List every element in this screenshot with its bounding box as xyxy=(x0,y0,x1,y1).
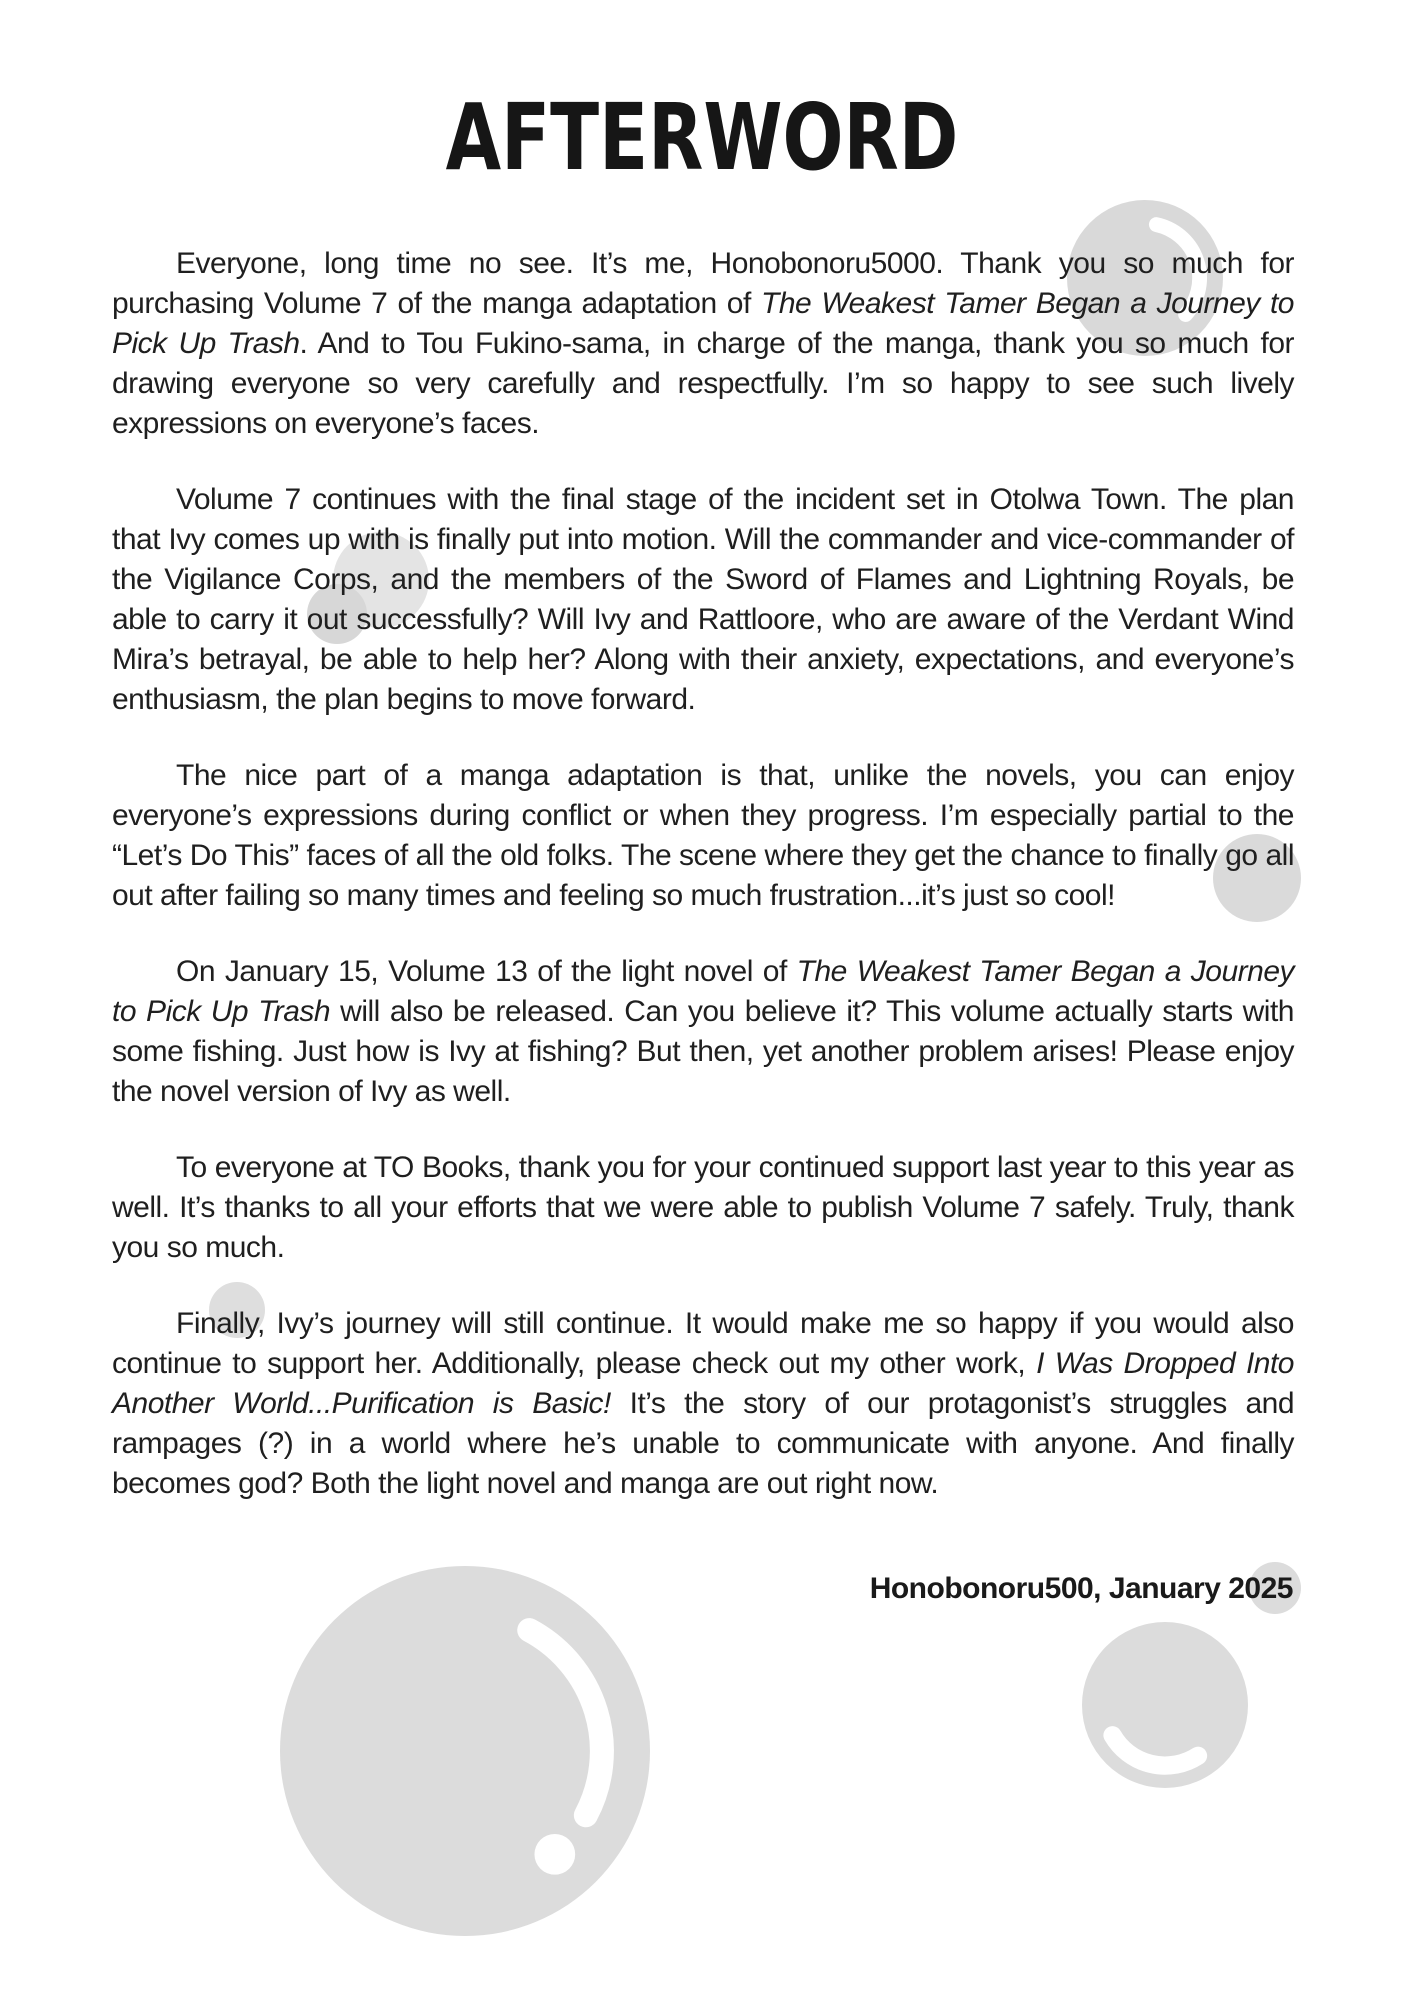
page-title: AFTERWORD xyxy=(445,84,959,191)
bubble-bottom-large xyxy=(280,1566,650,1936)
paragraph: Finally, Ivy’s journey will still continue. It would make me so happy if you would also continue to support her. Additionally, please check out my other work, I Was Dropped Into Another World...Purification is Basic! It’s the story of our protagonist’s struggles and rampages (?) in a world where he’s unable to communicate with anyone. And finally becomes god? Both the light novel and manga are out right now. xyxy=(112,1307,1294,1500)
paragraph: The nice part of a manga adaptation is that, unlike the novels, you can enjoy everyone’s expressions during conflict or when they progress. I’m especially partial to the “Let’s Do This” faces of all the old folks. The scene where they get the chance to finally go all out after failing so many times and feeling so much frustration...it’s just so cool! xyxy=(112,759,1294,912)
afterword-text xyxy=(112,244,1294,1540)
paragraph: Everyone, long time no see. It’s me, Honobonoru5000. Thank you so much for purchasing Volume 7 of the manga adaptation of The Weakest Tamer Began a Journey to Pick Up Trash. And to Tou Fukino-sama, in charge of the manga, thank you so much for drawing everyone so very carefully and respectfully. I’m so happy to see such lively expressions on everyone’s faces. xyxy=(112,247,1295,440)
paragraph: To everyone at TO Books, thank you for your continued support last year to this year as well. It’s thanks to all your efforts that we were able to publish Volume 7 safely. Truly, thank you so much. xyxy=(112,1151,1294,1264)
paragraph: On January 15, Volume 13 of the light novel of The Weakest Tamer Began a Journey to Pick Up Trash will also be released. Can you believe it? This volume actually starts with some fishing. Just how is Ivy at fishing? But then, yet another problem arises! Please enjoy the novel version of Ivy as well. xyxy=(112,955,1294,1108)
paragraph: Volume 7 continues with the final stage of the incident set in Otolwa Town. The plan that Ivy comes up with is finally put into motion. Will the commander and vice-commander of the Vigilance Corps, and the members of the Sword of Flames and Lightning Royals, be able to carry it out successfully? Will Ivy and Rattloore, who are aware of the Verdant Wind Mira’s betrayal, be able to help her? Along with their anxiety, expectations, and everyone’s enthusiasm, the plan begins to move forward. xyxy=(112,483,1294,716)
signature: Honobonoru500, January 2025 xyxy=(869,1572,1293,1605)
bubble-bottom-right xyxy=(1082,1622,1248,1788)
